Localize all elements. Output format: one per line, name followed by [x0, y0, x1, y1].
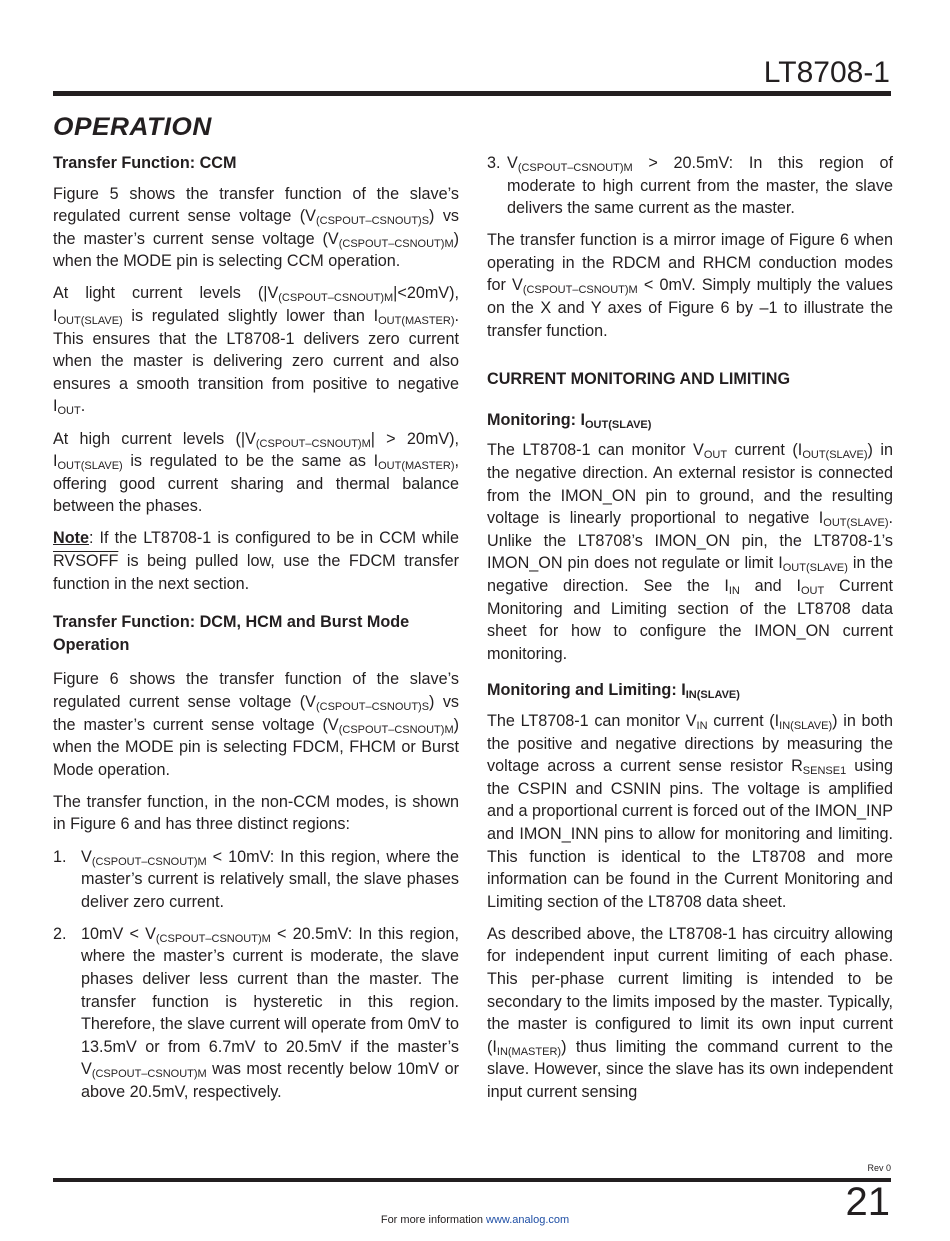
- right-column: [487, 152, 893, 1113]
- subscript: OUT: [57, 405, 81, 418]
- note-paragraph: [53, 527, 459, 595]
- heading-monitoring-iout: Monitoring: $I_{OUT(SLAVE)}$: [487, 410, 652, 431]
- subscript: OUT(SLAVE): [782, 562, 848, 575]
- website-link[interactable]: www.analog.com: [486, 1214, 570, 1226]
- list-item: [53, 923, 459, 1104]
- note-text: : If the LT8708-1 is configured to be in CCM while: [88, 529, 459, 548]
- subscript: OUT(SLAVE): [802, 449, 868, 462]
- rvsoff-pin-label: RVSOFF: [53, 552, 119, 570]
- heading-transfer-dcm-hcm: Transfer Function: DCM, HCM and Burst Mode Operation: [53, 613, 410, 654]
- paragraph: The transfer function is a mirror image of Figure 6 when operating in the RDCM and RHCM conduction modes for $V_{(CSPOUT-CSNOUT)M} < 0mV$. Simply multiply the values on the X and Y axes of Figure 6 by –1 to illustrate the transfer function.: [487, 231, 894, 340]
- subscript: OUT(SLAVE): [57, 460, 123, 473]
- footer-more-info: [0, 1214, 950, 1226]
- subscript: (CSPOUT–CSNOUT)M: [155, 932, 271, 945]
- subscript: OUT: [703, 449, 728, 462]
- list-item: [487, 152, 893, 220]
- subscript: IN: [728, 585, 740, 597]
- subscript: OUT: [800, 585, 825, 597]
- subscript: (CSPOUT–CSNOUT)M: [91, 855, 207, 868]
- header-rule: [53, 91, 891, 96]
- list-text: $10mV < V_{(CSPOUT-CSNOUT)M} < 20.5mV$: In this region, where the master’s current is moderate, the slave phases deliver less current than the master. The transfer function is hysteretic in this region. Therefore, the slave current will operate from 0mV to 13.5mV or from 6.7mV to 20.5mV if the master’s $V_{(CSPOUT-CSNOUT)M}$ was most recently below 10mV or above 20.5mV, respectively.: [81, 924, 459, 1101]
- heading-monitoring-limiting-iin: Monitoring and Limiting: $I_{IN(SLAVE)}$: [487, 681, 740, 702]
- note-label: Note: [53, 529, 89, 548]
- region-list: [53, 846, 459, 1104]
- paragraph: The LT8708-1 can monitor $V_{OUT}$ current $(I_{OUT(SLAVE)})$ in the negative direction. An external resistor is connected from the IMON_ON pin to ground, and the resulting voltage is linearly proportional to negative $I_{OUT(SLAVE)}$. Unlike the LT8708’s IMON_ON pin, the LT8708-1’s IMON_ON pin does not regulate or limit $I_{OUT(SLAVE)}$ in the negative direction. See the $I_{IN}$ and $I_{OUT}$ Current Monitoring and Limiting section of the LT8708 data sheet for how to configure the IMON_ON current monitoring.: [487, 441, 893, 663]
- revision-label: Rev 0: [867, 1163, 891, 1173]
- paragraph: The transfer function, in the non-CCM modes, is shown in Figure 6 and has three distinct regions:: [53, 792, 459, 834]
- subscript: IN(SLAVE): [779, 719, 833, 732]
- subscript: (CSPOUT–CSNOUT)M: [338, 723, 454, 736]
- subscript: (CSPOUT–CSNOUT)M: [255, 437, 371, 450]
- subscript: (CSPOUT–CSNOUT)M: [522, 284, 638, 297]
- paragraph: As described above, the LT8708-1 has circuitry allowing for independent input current limiting of each phase. This per-phase current limiting is intended to be secondary to the limits imposed by the master. Typically, the master is configured to limit its own input current $(I_{IN(MASTER)})$ thus limiting the command current to the slave. However, since the slave has its own independent input current sensing: [487, 924, 893, 1101]
- header-part-number: LT8708-1: [763, 56, 890, 89]
- heading-current-monitoring: CURRENT MONITORING AND LIMITING: [487, 370, 791, 389]
- list-item: [53, 846, 459, 914]
- footer-rule: [53, 1178, 891, 1182]
- subscript: (CSPOUT–CSNOUT)S: [315, 700, 430, 713]
- region-list-continued: [487, 152, 893, 220]
- list-number: 3.: [487, 154, 501, 172]
- subscript: (CSPOUT–CSNOUT)M: [91, 1068, 207, 1081]
- subscript: IN(SLAVE): [685, 689, 740, 702]
- list-number: 1.: [53, 847, 67, 866]
- subscript: (CSPOUT–CSNOUT)M: [278, 292, 394, 305]
- list-number: 2.: [53, 924, 67, 943]
- left-column: [53, 152, 459, 1113]
- section-heading: OPERATION: [53, 113, 212, 141]
- subscript: OUT(SLAVE): [57, 315, 123, 328]
- paragraph: Figure 6 shows the transfer function of the slave’s regulated current sense voltage $(V_{(CSPOUT-CSNOUT)S})$ vs the master’s current sense voltage $(V_{(CSPOUT-CSNOUT)M})$ when the MODE pin is selecting FDCM, FHCM or Burst Mode operation.: [53, 670, 460, 779]
- paragraph: At high current levels $(|V_{(CSPOUT-CSNOUT)M}| > 20mV)$, $I_{OUT(SLAVE)}$ is regulated to be the same as $I_{OUT(MASTER)}$, offering good current sharing and thermal balance between the phases.: [53, 429, 459, 516]
- list-text: $V_{(CSPOUT-CSNOUT)M} > 20.5mV$: In this region of moderate to high current from the master, the slave delivers the same current as the master.: [507, 154, 893, 218]
- list-text: $V_{(CSPOUT-CSNOUT)M} < 10mV$: In this region, where the master’s current is relatively small, the slave phases deliver zero current.: [81, 847, 459, 911]
- subscript: (CSPOUT–CSNOUT)S: [315, 215, 430, 228]
- subscript: OUT(MASTER): [378, 315, 455, 328]
- heading-transfer-ccm: Transfer Function: CCM: [53, 154, 237, 172]
- note-text: is being pulled low, use the FDCM transfer function in the next section.: [53, 552, 459, 593]
- subscript: IN(MASTER): [496, 1045, 562, 1058]
- paragraph: The LT8708-1 can monitor $V_{IN}$ current $(I_{IN(SLAVE)})$ in both the positive and negative directions by measuring the voltage across a current sense resistor $R_{SENSE1}$ using the CSPIN and CSNIN pins. The voltage is amplified and a proportional current is forced out of the IMON_INP and IMON_INN pins to allow for monitoring and limiting. This function is identical to the LT8708 and more information can be found in the Current Monitoring and Limiting section of the LT8708 data sheet.: [487, 711, 893, 911]
- subscript: IN: [696, 719, 708, 732]
- subscript: OUT(SLAVE): [823, 517, 889, 530]
- paragraph: At light current levels $(|V_{(CSPOUT-CSNOUT)M}|<20mV)$, $I_{OUT(SLAVE)}$ is regulated slightly lower than $I_{OUT(MASTER)}$. This ensures that the LT8708-1 delivers zero current when the master is delivering zero current and also ensures a smooth transition from positive to negative $I_{OUT}$.: [53, 284, 459, 418]
- subscript: OUT(SLAVE): [585, 418, 652, 431]
- subscript: (CSPOUT–CSNOUT)M: [517, 162, 633, 174]
- subscript: SENSE1: [802, 765, 847, 778]
- footer-text: For more information: [380, 1214, 486, 1226]
- page-number: 21: [845, 1180, 890, 1224]
- paragraph: Figure 5 shows the transfer function of the slave’s regulated current sense voltage $(V_{(CSPOUT-CSNOUT)S})$ vs the master’s current sense voltage $(V_{(CSPOUT-CSNOUT)M})$ when the MODE pin is selecting CCM operation.: [53, 184, 460, 271]
- subscript: OUT(MASTER): [378, 460, 455, 473]
- subscript: (CSPOUT–CSNOUT)M: [338, 237, 454, 250]
